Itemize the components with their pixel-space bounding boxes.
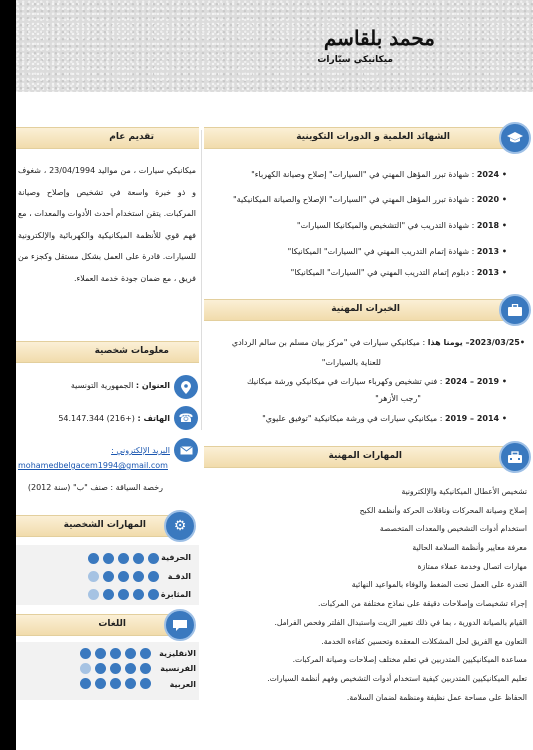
intro-section-bar	[16, 127, 199, 149]
experience-section-bar	[204, 299, 504, 321]
driving-license: رخصة السياقة : صنف "ب" (سنة 2012)	[27, 483, 163, 492]
languages-heading: اللغات	[98, 619, 126, 629]
experience-item-continued: للعناية بالسيارات"	[321, 358, 381, 367]
language-rating	[80, 663, 151, 674]
language-label: الانقليزية	[159, 649, 196, 658]
phone-row	[58, 414, 170, 423]
experience-heading: الخبرات المهنية	[331, 304, 400, 314]
column-divider	[201, 130, 202, 430]
gears-icon: ⚙	[164, 510, 196, 542]
languages-section-bar	[16, 614, 176, 636]
education-heading: الشهائد العلمية و الدورات التكوينية	[296, 132, 450, 142]
list-item: مهارات اتصال وخدمة عملاء ممتازة	[417, 561, 527, 571]
education-section-bar	[204, 127, 504, 149]
skill-rating	[88, 553, 159, 564]
personal-skills-section-bar	[16, 515, 176, 537]
list-item: مساعدة الميكانيكيين المتدربين في تعلم مختلف إصلاحات وصيانة المركبات.	[292, 655, 527, 665]
skill-label: المثابرة	[160, 590, 191, 599]
skill-rating	[88, 589, 159, 600]
location-pin-icon	[174, 375, 198, 399]
speech-bubble-icon	[164, 609, 196, 641]
phone-value: (+216) 54.147.344	[58, 414, 135, 423]
language-rating	[80, 648, 151, 659]
pro-skills-list	[202, 483, 527, 707]
education-item: • 2018 : شهادة التدريب في "التشخيص والميكانيكا السيارات"	[296, 221, 507, 230]
header-banner	[16, 0, 533, 92]
language-label: العربية	[169, 680, 196, 689]
job-title: ميكانيكي سيّارات	[317, 55, 393, 65]
personal-info-section-bar	[16, 341, 199, 363]
list-item: القيام بالصيانة الدورية ، بما في ذلك تغيير الزيت واستبدال الفلتر وفحص الفرامل.	[274, 617, 527, 627]
list-item: تعليم الميكانيكيين المتدربين كيفية استخدام أدوات التشخيص وفهم أنظمة السيارات.	[267, 673, 527, 683]
list-item: استخدام أدوات التشخيص والمعدات المتخصصة	[379, 524, 527, 534]
experience-item: • 2019 – 2024 : فني تشخيص وكهرباء سيارات في ميكانيكي ورشة ميكانيك	[246, 377, 507, 386]
list-item: القدرة على العمل تحت الضغط والوفاء بالمواعيد النهائية	[351, 580, 527, 590]
skill-rating	[88, 571, 159, 582]
experience-item: •2023/03/25– يومنا هذا : ميكانيكي سيارات في "مركز بيان مسلم بن سالم الردادي	[231, 338, 525, 347]
address-label: العنوان :	[135, 381, 170, 390]
email-icon	[174, 438, 198, 462]
education-item: • 2013 : دبلوم إتمام التدريب المهني في "السيارات" الميكانيكا"	[290, 268, 507, 277]
skill-label: الدقـة	[167, 572, 191, 581]
list-item: التعاون مع الفريق لحل المشكلات المعقدة وتحسين كفاءة الخدمة.	[321, 636, 527, 646]
briefcase-icon	[499, 294, 531, 326]
education-item: • 2013 : شهادة إتمام التدريب المهني في "السيارات" الميكانيكا"	[287, 247, 507, 256]
email-link[interactable]: mohamedbelgacem1994@gmail.com	[18, 461, 168, 470]
left-black-strip	[0, 0, 16, 750]
phone-label: الهاتف :	[137, 414, 170, 423]
intro-paragraph: ميكانيكي سيارات ، من مواليد 23/04/1994 ، شغوف و ذو خبرة واسعة في تشخيص وإصلاح وصيانة المركبات. يتقن استخدام أحدث الأدوات والمعدات ، مع فهم قوي للأنظمة الميكانيكية والكهربائية والإلكترونية للسيارات. قادرة على العمل بشكل مستقل وكجزء من فريق ، مع ضمان جودة خدمة العملاء.	[18, 166, 196, 283]
personal-info-heading: معلومات شخصية	[94, 346, 169, 356]
language-rating	[80, 678, 151, 689]
toolbox-icon	[499, 441, 531, 473]
address-row	[71, 381, 170, 390]
language-label: الفرنسية	[160, 664, 196, 673]
list-item: إصلاح وصيانة المحركات وناقلات الحركة وأنظمة الكبح	[359, 505, 527, 515]
experience-item: • 2014 – 2019 : ميكانيكي سيارات في ورشة ميكانيكية "توفيق عليوي"	[262, 414, 507, 423]
list-item: الحفاظ على مساحة عمل نظيفة ومنظمة لضمان السلامة.	[346, 692, 527, 702]
candidate-name: محمد بلقاسم	[323, 26, 435, 50]
personal-skills-heading: المهارات الشخصية	[63, 520, 146, 530]
address-value: الجمهورية التونسية	[70, 381, 134, 390]
phone-icon: ☎	[174, 406, 198, 430]
email-label: البريد الإلكتروني :	[111, 446, 170, 455]
list-item: تشخيص الأعطال الميكانيكية والإلكترونية	[401, 487, 527, 496]
intro-heading: تقديم عام	[109, 132, 154, 142]
experience-item-continued: "رجب الأزهر"	[375, 394, 421, 403]
skill-label: الحرفية	[161, 553, 191, 562]
education-item: • 2020 : شهادة تبرر المؤهل المهني في "السيارات" الإصلاح والصيانة الميكانيكية"	[232, 195, 507, 204]
education-item: • 2024 : شهادة تبرر المؤهل المهني في "السيارات" إصلاح وصيانة الكهرباء"	[251, 170, 507, 179]
list-item: معرفة معايير وأنظمة السلامة الحالية	[412, 543, 527, 553]
list-item: إجراء تشخيصات وإصلاحات دقيقة على نماذج مختلفة من المركبات.	[317, 599, 527, 609]
graduation-cap-icon	[499, 122, 531, 154]
pro-skills-section-bar	[204, 446, 504, 468]
pro-skills-heading: المهارات المهنية	[328, 451, 402, 461]
